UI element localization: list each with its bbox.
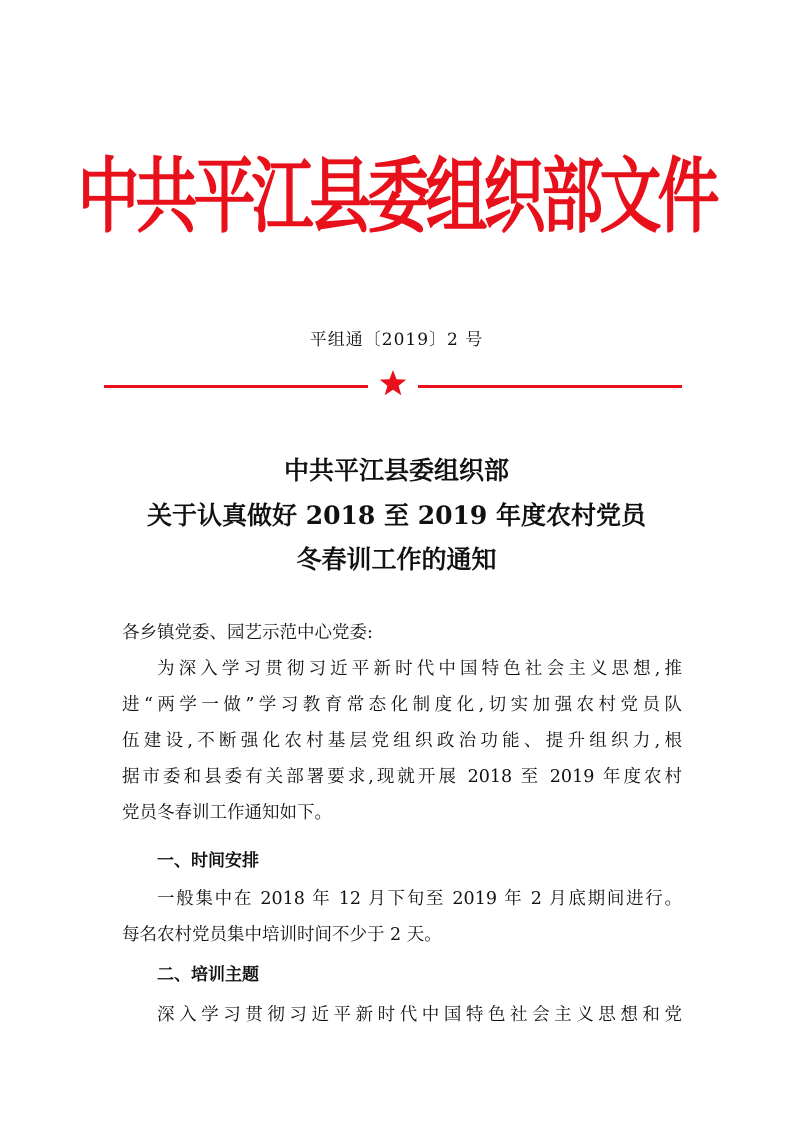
paragraph-line: 党员冬春训工作通知如下。 — [122, 803, 332, 823]
paragraph-line: 每名农村党员集中培训时间不少于 2 天。 — [122, 925, 442, 945]
paragraph-line: 伍建设,不断强化农村基层党组织政治功能、提升组织力,根 — [122, 731, 682, 751]
notice-title-line: 冬春训工作的通知 — [296, 545, 497, 574]
paragraph-line: 深入学习贯彻习近平新时代中国特色社会主义思想和党 — [157, 1005, 682, 1025]
section-heading: 一、时间安排 — [157, 851, 259, 871]
document-number: 平组通〔2019〕2 号 — [309, 330, 484, 350]
notice-title-line: 中共平江县委组织部 — [283, 456, 509, 485]
paragraph-line: 为深入学习贯彻习近平新时代中国特色社会主义思想,推 — [157, 659, 682, 679]
separator-line-right — [418, 385, 682, 388]
separator-line-left — [104, 385, 368, 388]
document-header-title: 中共平江县委组织部文件 — [77, 148, 716, 245]
paragraph-line: 据市委和县委有关部署要求,现就开展 2018 至 2019 年度农村 — [122, 767, 682, 787]
notice-title-line: 关于认真做好 2018 至 2019 年度农村党员 — [147, 501, 646, 530]
salutation: 各乡镇党委、园艺示范中心党委: — [122, 623, 373, 643]
section-heading: 二、培训主题 — [157, 965, 259, 985]
paragraph-line: 进“两学一做”学习教育常态化制度化,切实加强农村党员队 — [122, 695, 682, 715]
paragraph-line: 一般集中在 2018 年 12 月下旬至 2019 年 2 月底期间进行。 — [157, 889, 682, 909]
star-icon — [378, 368, 408, 398]
